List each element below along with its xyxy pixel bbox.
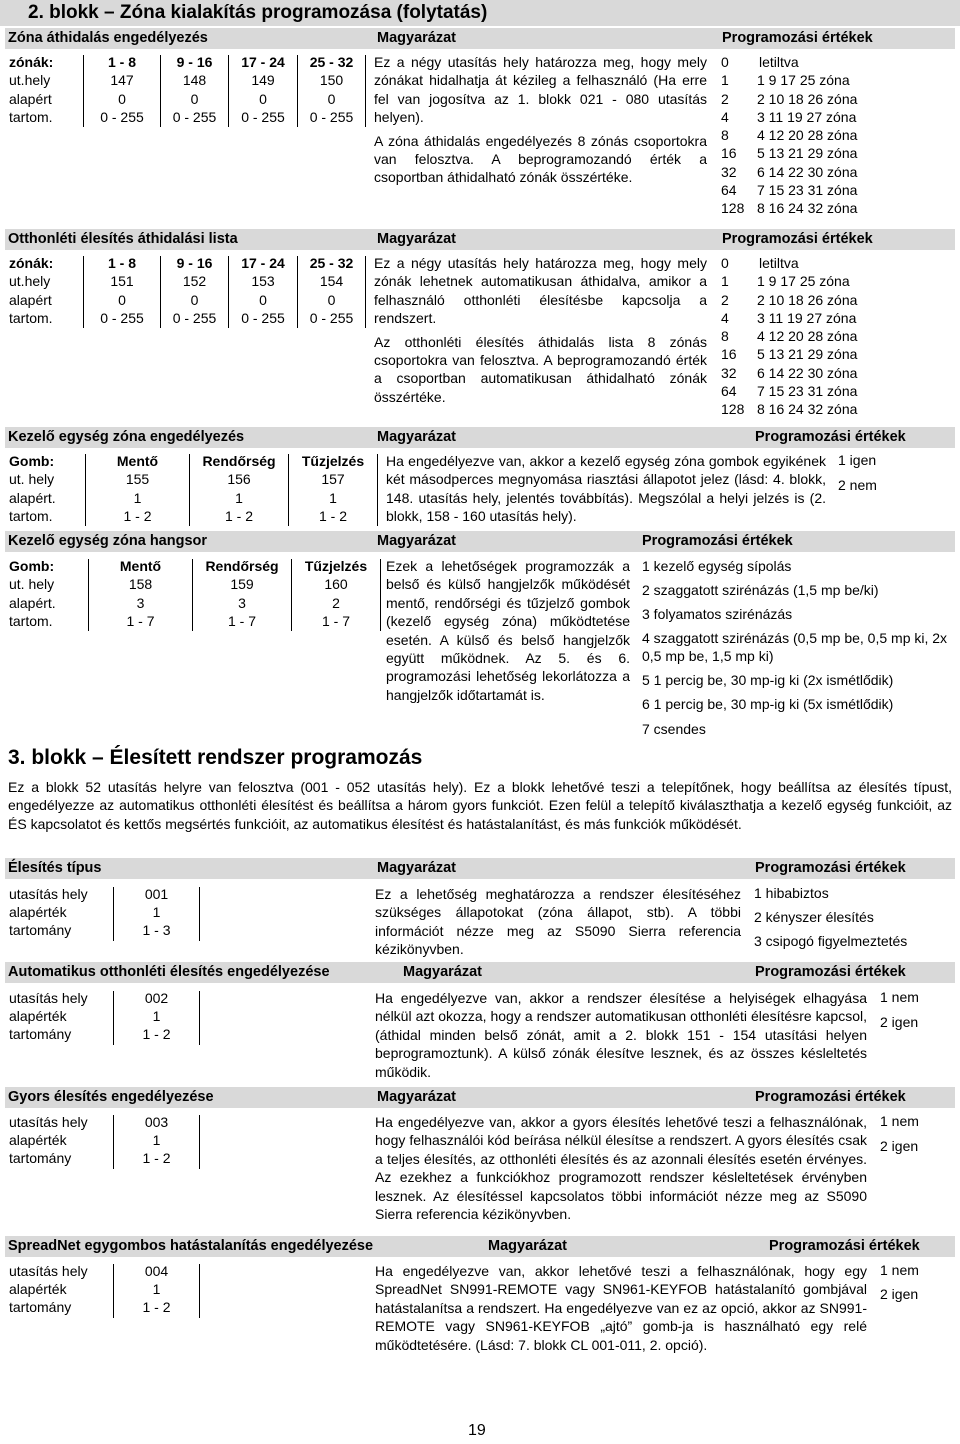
- arm-type-label-default: alapérték: [9, 904, 67, 920]
- keypad-zone-cell: 1 - 2: [318, 508, 347, 525]
- keypad-zone-cell: 1 - 2: [224, 508, 253, 525]
- value-code: 32: [721, 364, 737, 381]
- keypad-zone-cell: 1 - 2: [123, 508, 152, 525]
- zone-bypass-cell: 148: [182, 72, 207, 89]
- value-code: 128: [721, 401, 745, 418]
- keypad-sound-cell: 1 - 7: [227, 613, 256, 630]
- auto-home-opt-yes: 2 igen: [880, 1014, 919, 1030]
- value-desc: letiltva: [759, 255, 799, 271]
- value-desc: 6 14 22 30 zóna: [757, 163, 858, 180]
- home-bypass-title: Otthonléti élesítés áthidalási lista: [8, 231, 238, 247]
- value-row: [721, 199, 857, 217]
- zone-bypass-cell: 1 - 8: [107, 54, 136, 70]
- value-row: [721, 126, 857, 144]
- home-bypass-cell: 0: [118, 291, 126, 308]
- quick-arm-default-value: 1: [152, 1132, 161, 1148]
- zone-bypass-expl-heading: Magyarázat: [377, 30, 456, 46]
- value-row: [721, 144, 857, 162]
- keypad-zone-expl-heading: Magyarázat: [377, 429, 456, 445]
- quick-arm-title: Gyors élesítés engedélyezése: [8, 1089, 214, 1105]
- auto-home-expl-heading: Magyarázat: [403, 964, 482, 980]
- value-code: 4: [721, 108, 729, 125]
- keypad-zone-cell: Mentő: [116, 453, 159, 469]
- quick-arm-opt-yes: 2 igen: [880, 1138, 919, 1154]
- home-bypass-expl-heading: Magyarázat: [377, 231, 456, 247]
- zone-bypass-cell: 0: [190, 90, 199, 107]
- value-row: [721, 53, 857, 71]
- value-row: [721, 345, 857, 363]
- zone-bypass-cell: 149: [251, 72, 275, 89]
- keypad-zone-explanation: Ha engedélyezve van, akkor a kezelő egység zóna gombok egyikének két másodperces megnyomása riasztási állapotot jelez (lásd: 4. blokk, 148. utasítás hely, jelentés továbbítás). Megszólal a helyi jelzés is (2. blokk, 158 - 160 utasítás hely).: [386, 453, 826, 525]
- spreadnet-addr-value: 004: [144, 1263, 169, 1279]
- keypad-sound-cell: 3: [238, 594, 246, 611]
- value-row: [721, 309, 857, 327]
- keypad-sound-prog-heading: Programozási értékek: [642, 533, 793, 549]
- home-bypass-label-addr: ut.hely: [9, 273, 51, 289]
- value-row: [721, 108, 857, 126]
- auto-home-prog-heading: Programozási értékek: [755, 964, 906, 980]
- arm-type-range-value: 1 - 3: [142, 922, 171, 938]
- spreadnet-opt-yes: 2 igen: [880, 1286, 919, 1302]
- block2-title: 2. blokk – Zóna kialakítás programozása (folytatás): [28, 2, 488, 23]
- arm-type-prog-heading: Programozási értékek: [755, 860, 906, 876]
- home-bypass-header: [5, 229, 955, 250]
- keypad-sound-cell: 159: [230, 576, 254, 593]
- value-code: 16: [721, 145, 737, 162]
- quick-arm-label-addr: utasítás hely: [9, 1114, 88, 1130]
- keypad-zone-cell: 1: [329, 489, 337, 506]
- value-desc: 1 9 17 25 zóna: [757, 72, 850, 89]
- arm-type-title: Élesítés típus: [8, 860, 102, 876]
- home-bypass-cell: 0: [190, 291, 199, 308]
- arm-type-opt-2: 2 kényszer élesítés: [754, 909, 874, 925]
- keypad-zone-opt-yes: 1 igen: [838, 452, 877, 468]
- keypad-zone-title: Kezelő egység zóna engedélyezés: [8, 429, 245, 445]
- value-row: [721, 364, 857, 382]
- keypad-sound-label-range: tartom.: [9, 613, 53, 629]
- zone-bypass-cell: 0: [118, 90, 126, 107]
- value-row: [721, 327, 857, 345]
- quick-arm-prog-heading: Programozási értékek: [755, 1089, 906, 1105]
- value-row: [721, 400, 857, 418]
- zone-bypass-cell: 9 - 16: [176, 54, 213, 70]
- value-desc: 5 13 21 29 zóna: [757, 346, 858, 363]
- quick-arm-expl-heading: Magyarázat: [377, 1089, 456, 1105]
- zone-bypass-prog-heading: Programozási értékek: [722, 30, 873, 46]
- zone-bypass-expl-p2: A zóna áthidalás engedélyezés 8 zónás csoportokra van felosztva. A beprogramozandó érték a csoportban áthidalható zónák összértéke.: [374, 132, 707, 186]
- value-row: [721, 181, 857, 199]
- quick-arm-label-default: alapérték: [9, 1132, 67, 1148]
- value-desc: 7 15 23 31 zóna: [757, 182, 858, 199]
- keypad-sound-cell: Mentő: [119, 558, 162, 574]
- zone-bypass-values: [721, 53, 857, 218]
- value-desc: 3 11 19 27 zóna: [757, 108, 857, 125]
- home-bypass-cell: 0: [259, 291, 267, 308]
- zone-bypass-cell: 150: [319, 72, 344, 89]
- spreadnet-opt-no: 1 nem: [880, 1262, 919, 1278]
- keypad-zone-label-range: tartom.: [9, 508, 53, 524]
- zone-bypass-expl-p1: Ez a négy utasítás hely határozza meg, hogy mely zónákat hidalhatja át kézileg a felhasználó (Ha erre fel van jogosítva az 1. blokk 021 - 080 utasítás helyen).: [374, 54, 707, 126]
- value-code: 128: [721, 200, 745, 217]
- keypad-sound-cell: 158: [128, 576, 153, 593]
- value-code: 1: [721, 72, 729, 89]
- arm-type-addr-value: 001: [144, 886, 169, 902]
- spreadnet-explanation: Ha engedélyezve van, akkor lehetővé teszi a felhasználónak, hogy egy SpreadNet SN991-REMOTE vagy SN961-KEYFOB hatástalanító gombjával hatástalanítsa a rendszert. Ha engedélyezve van ez az opció, akkor az SN991-REMOTE vagy SN961-KEYFOB „ajtó” gomb-ja is használható egy relé működtetésére. (Lásd: 7. blokk CL 001-011, 2. opció).: [375, 1263, 867, 1353]
- value-code: 0: [721, 54, 729, 70]
- value-desc: 2 10 18 26 zóna: [757, 291, 858, 308]
- spreadnet-default-value: 1: [152, 1281, 161, 1297]
- zone-bypass-cell: 147: [110, 72, 134, 89]
- arm-type-opt-3: 3 csipogó figyelmeztetés: [754, 933, 908, 949]
- keypad-sound-option: 5 1 percig be, 30 mp-ig ki (2x ismétlődik): [642, 672, 894, 688]
- auto-home-opt-no: 1 nem: [880, 989, 919, 1005]
- value-row: [721, 163, 857, 181]
- zone-bypass-title: Zóna áthidalás engedélyezés: [8, 30, 208, 46]
- arm-type-default-value: 1: [152, 904, 161, 920]
- value-row: [721, 272, 857, 290]
- value-row: [721, 254, 857, 272]
- spreadnet-header: [5, 1236, 955, 1257]
- arm-type-header: [5, 858, 955, 879]
- keypad-sound-title: Kezelő egység zóna hangsor: [8, 533, 208, 549]
- block2-title-bar: [0, 0, 960, 26]
- spreadnet-prog-heading: Programozási értékek: [769, 1238, 920, 1254]
- zone-bypass-label-default: alapért: [9, 91, 52, 107]
- block3-title: 3. blokk – Élesített rendszer programozás: [8, 746, 423, 769]
- keypad-zone-opt-no: 2 nem: [838, 477, 877, 493]
- zone-bypass-cell: 0: [259, 90, 267, 107]
- arm-type-opt-1: 1 hibabiztos: [754, 885, 829, 901]
- value-code: 8: [721, 127, 729, 144]
- home-bypass-cell: 0: [327, 291, 336, 308]
- keypad-sound-cell: 3: [136, 594, 145, 611]
- zone-bypass-cell: 0 - 255: [241, 109, 285, 126]
- keypad-sound-cell: Tűzjelzés: [304, 558, 368, 574]
- home-bypass-cell: 152: [182, 273, 207, 290]
- home-bypass-cell: 0 - 255: [172, 310, 217, 327]
- zone-bypass-cell: 0 - 255: [309, 109, 354, 126]
- keypad-zone-label-default: alapért.: [9, 490, 56, 506]
- value-desc: 4 12 20 28 zóna: [757, 328, 858, 345]
- value-code: 1: [721, 273, 729, 290]
- home-bypass-label-zones: zónák:: [9, 255, 54, 271]
- zone-bypass-label-zones: zónák:: [9, 54, 54, 70]
- spreadnet-label-default: alapérték: [9, 1281, 67, 1297]
- value-desc: 5 13 21 29 zóna: [757, 145, 858, 162]
- auto-home-label-addr: utasítás hely: [9, 990, 88, 1006]
- keypad-zone-label-addr: ut. hely: [9, 471, 55, 487]
- keypad-zone-cell: 1: [133, 489, 142, 506]
- value-desc: 3 11 19 27 zóna: [757, 309, 857, 326]
- arm-type-expl-heading: Magyarázat: [377, 860, 456, 876]
- value-row: [721, 382, 857, 400]
- keypad-zone-cell: 156: [227, 471, 251, 488]
- home-bypass-explanation: [374, 254, 707, 406]
- quick-arm-explanation: Ha engedélyezve van, akkor a gyors élesítés lehetővé teszi a felhasználónak, hogy felhasználói kód beírása nélkül élesítse a rendszert. A gyors élesítés csak a teljes élesítés, az otthonléti élesítés és az azonnali élesítés esetén érvényes. Az ezekhez a funkciókhoz programozott rendszer késleltetések érvényben lesznek. Az élesítéssel kapcsolatos többi információt nézze meg az S5090 Sierra referencia kézikönyvben.: [375, 1114, 867, 1223]
- home-bypass-cell: 0 - 255: [100, 310, 144, 327]
- home-bypass-cell: 9 - 16: [176, 255, 213, 271]
- value-code: 4: [721, 309, 729, 326]
- home-bypass-expl-p2: Az otthonléti élesítés áthidalás lista 8 zónás csoportokra van felosztva. A beprogramozandó érték a csoportban automatikusan áthidalható zónák összértéke.: [374, 333, 707, 405]
- zone-bypass-cell: 17 - 24: [241, 54, 285, 70]
- keypad-sound-option: 7 csendes: [642, 721, 706, 737]
- keypad-sound-option: 4 szaggatott szirénázás (0,5 mp be, 0,5 mp ki, 2x 0,5 mp be, 1,5 mp ki): [642, 630, 948, 665]
- home-bypass-cell: 17 - 24: [241, 255, 285, 271]
- value-code: 0: [721, 255, 729, 271]
- keypad-sound-option: 3 folyamatos szirénázás: [642, 606, 793, 622]
- spreadnet-label-addr: utasítás hely: [9, 1263, 88, 1279]
- home-bypass-cell: 154: [319, 273, 344, 290]
- keypad-sound-option: 6 1 percig be, 30 mp-ig ki (5x ismétlődik): [642, 696, 894, 712]
- value-row: [721, 90, 857, 108]
- home-bypass-cell: 0 - 255: [309, 310, 354, 327]
- zone-bypass-header: [5, 28, 955, 49]
- keypad-sound-option: 2 szaggatott szirénázás (1,5 mp be/ki): [642, 582, 879, 598]
- keypad-zone-label-button: Gomb:: [9, 453, 55, 469]
- keypad-sound-label-default: alapért.: [9, 595, 56, 611]
- home-bypass-label-default: alapért: [9, 292, 52, 308]
- value-row: [721, 291, 857, 309]
- keypad-zone-cell: Tűzjelzés: [301, 453, 365, 469]
- keypad-sound-explanation: Ezek a lehetőségek programozzák a belső és külső hangjelzők működését mentő, rendőrségi és tűzjelző gombok (kezelő egység zóna) működtetése esetén. A külső és belső hangjelzők együtt működnek. Az 5. és 6. programozási lehetőség lekorlátozza a hangjelzők időtartamát is.: [386, 558, 630, 703]
- keypad-sound-label-button: Gomb:: [9, 558, 55, 574]
- auto-home-title: Automatikus otthonléti élesítés engedélyezése: [8, 964, 330, 980]
- keypad-zone-cell: 155: [125, 471, 150, 488]
- spreadnet-label-range: tartomány: [9, 1299, 72, 1315]
- value-code: 16: [721, 346, 737, 363]
- auto-home-default-value: 1: [152, 1008, 161, 1024]
- home-bypass-cell: 25 - 32: [309, 255, 354, 271]
- home-bypass-cell: 1 - 8: [107, 255, 136, 271]
- auto-home-label-range: tartomány: [9, 1026, 72, 1042]
- home-bypass-cell: 153: [251, 273, 275, 290]
- block3-intro: Ez a blokk 52 utasítás helyre van felosztva (001 - 052 utasítás hely). Ez a blokk lehetővé teszi a telepítőnek, hogy beállítsa az élesítés típust, engedélyezze az automatikus otthonléti élesítést és beállítsa a három gyors funkciót. Ezen felül a telepítő kiválaszthatja a kezelő egység funkcióit, az ÉS kapcsolatot és kettős megsértés funkcióit, az automatikus élesítést és hatástalanítást, és más funkciók működését.: [8, 779, 952, 832]
- arm-type-explanation: Ez a lehetőség meghatározza a rendszer élesítéséhez szükséges állapotokat (zóna állapot, stb). A többi információt nézze meg az S5090 Sierra referencia kézikönyvben.: [375, 886, 741, 958]
- home-bypass-expl-p1: Ez a négy utasítás hely határozza meg, hogy mely zónák lehetnek automatikusan áthidalva, amikor a felhasználó otthonléti élesítésbe kapcsolja a rendszert.: [374, 255, 707, 327]
- keypad-zone-cell: 1: [235, 489, 243, 506]
- value-code: 2: [721, 90, 729, 107]
- value-code: 64: [721, 383, 737, 400]
- home-bypass-cell: 151: [110, 273, 134, 290]
- keypad-zone-header: [5, 427, 955, 448]
- value-desc: 2 10 18 26 zóna: [757, 90, 858, 107]
- keypad-zone-cell: 157: [321, 471, 345, 488]
- keypad-sound-cell: 160: [324, 576, 348, 593]
- zone-bypass-label-addr: ut.hely: [9, 72, 51, 88]
- value-desc: 1 9 17 25 zóna: [757, 273, 850, 290]
- quick-arm-label-range: tartomány: [9, 1150, 72, 1166]
- keypad-zone-cell: Rendőrség: [202, 453, 276, 469]
- keypad-sound-cell: 1 - 7: [126, 613, 155, 630]
- arm-type-label-range: tartomány: [9, 922, 72, 938]
- value-code: 32: [721, 163, 737, 180]
- zone-bypass-cell: 0 - 255: [172, 109, 217, 126]
- zone-bypass-cell: 0 - 255: [100, 109, 144, 126]
- keypad-sound-option: 1 kezelő egység sípolás: [642, 558, 792, 574]
- keypad-zone-prog-heading: Programozási értékek: [755, 429, 906, 445]
- spreadnet-range-value: 1 - 2: [142, 1299, 171, 1315]
- keypad-sound-label-addr: ut. hely: [9, 576, 55, 592]
- keypad-sound-cell: Rendőrség: [205, 558, 279, 574]
- value-code: 64: [721, 182, 737, 199]
- keypad-sound-cell: 1 - 7: [321, 613, 350, 630]
- zone-bypass-cell: 25 - 32: [309, 54, 354, 70]
- zone-bypass-label-range: tartom.: [9, 109, 53, 125]
- spreadnet-title: SpreadNet egygombos hatástalanítás engedélyezése: [8, 1238, 374, 1254]
- value-desc: 7 15 23 31 zóna: [757, 383, 858, 400]
- auto-home-range-value: 1 - 2: [142, 1026, 171, 1042]
- auto-home-addr-value: 002: [144, 990, 169, 1006]
- quick-arm-header: [5, 1087, 955, 1108]
- home-bypass-values: [721, 254, 857, 419]
- value-desc: 4 12 20 28 zóna: [757, 127, 858, 144]
- value-code: 2: [721, 291, 729, 308]
- zone-bypass-explanation: [374, 53, 707, 187]
- keypad-sound-header: [5, 531, 955, 552]
- zone-bypass-cell: 0: [327, 90, 336, 107]
- value-desc: 6 14 22 30 zóna: [757, 364, 858, 381]
- value-desc: 8 16 24 32 zóna: [757, 200, 858, 217]
- spreadnet-expl-heading: Magyarázat: [488, 1238, 567, 1254]
- page-number: 19: [468, 1422, 486, 1439]
- value-code: 8: [721, 328, 729, 345]
- value-desc: letiltva: [759, 54, 799, 70]
- value-desc: 8 16 24 32 zóna: [757, 401, 858, 418]
- keypad-sound-cell: 2: [332, 594, 340, 611]
- quick-arm-range-value: 1 - 2: [142, 1150, 171, 1166]
- home-bypass-cell: 0 - 255: [241, 310, 285, 327]
- arm-type-label-addr: utasítás hely: [9, 886, 88, 902]
- auto-home-explanation: Ha engedélyezve van, akkor a rendszer élesítése a helyiségek elhagyása nélkül azt okozza, hogy a rendszer automatikusan otthonléti élesítésre kapcsol, (áthidal minden belső zónát, amit a 2. blokk 151 - 154 utasítási helyen beprogramoztunk). A külső zónák élesítve lesznek, és az összes késleltetés működik.: [375, 990, 867, 1080]
- value-row: [721, 71, 857, 89]
- quick-arm-addr-value: 003: [144, 1114, 169, 1130]
- home-bypass-prog-heading: Programozási értékek: [722, 231, 873, 247]
- auto-home-header: [5, 962, 955, 983]
- keypad-sound-expl-heading: Magyarázat: [377, 533, 456, 549]
- auto-home-label-default: alapérték: [9, 1008, 67, 1024]
- home-bypass-label-range: tartom.: [9, 310, 53, 326]
- quick-arm-opt-no: 1 nem: [880, 1113, 919, 1129]
